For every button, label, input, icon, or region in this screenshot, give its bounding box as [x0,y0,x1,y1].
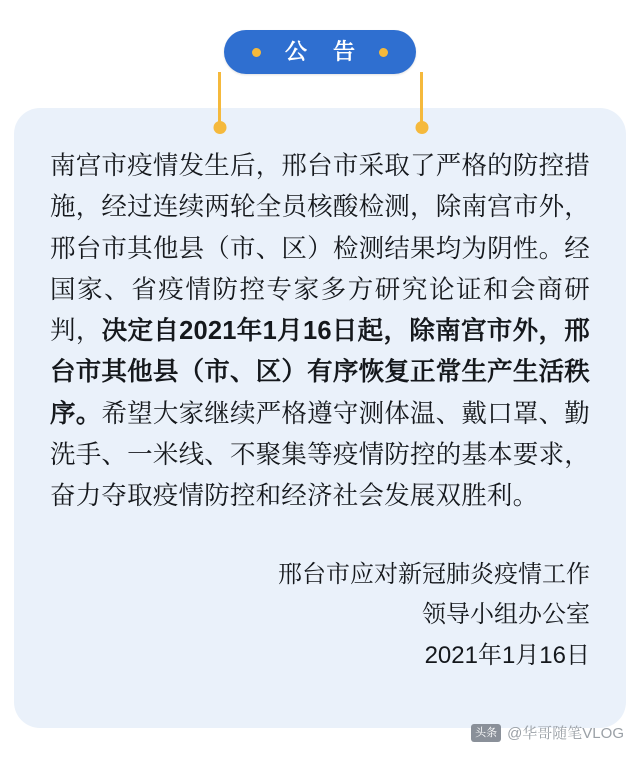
announcement-badge [224,30,416,74]
dot-icon-right [379,48,388,57]
announcement-card [14,108,626,728]
pin-connector-right [420,72,423,128]
announcement-body-part1: 南宫市疫情发生后，邢台市采取了严格的防控措施，经过连续两轮全员核酸检测，除南宫市外，邢台市其他县（市、区）检测结果均为阴性。经国家、省疫情防控专家多方研究论证和会商研判， [50,152,590,346]
announcement-body-part2: 希望大家继续严格遵守测体温、戴口罩、勤洗手、一米线、不聚集等疫情防控的基本要求，奋力夺取疫情防控和经济社会发展双胜利。 [50,399,590,511]
announcement-body [50,146,590,518]
signature-date: 2021年1月16日 [424,641,590,669]
dot-icon-left [252,48,261,57]
announcement-body-emphasis: 决定自2021年1月16日起，除南宫市外，邢台市其他县（市、区）有序恢复正常生产生活秩序。 [50,317,590,428]
signature-block [278,555,590,676]
watermark [471,722,624,743]
pin-head-icon-left [213,121,226,134]
pin-connector-left [218,72,221,128]
signature-line-2: 领导小组办公室 [422,601,590,629]
signature-line-1: 邢台市应对新冠肺炎疫情工作 [278,561,590,589]
watermark-logo: 头条 [471,724,501,742]
watermark-text: @华哥随笔VLOG [507,725,624,742]
pin-head-icon-right [415,121,428,134]
announcement-badge-wrapper [0,30,640,74]
announcement-badge-label: 公 告 [284,39,366,64]
